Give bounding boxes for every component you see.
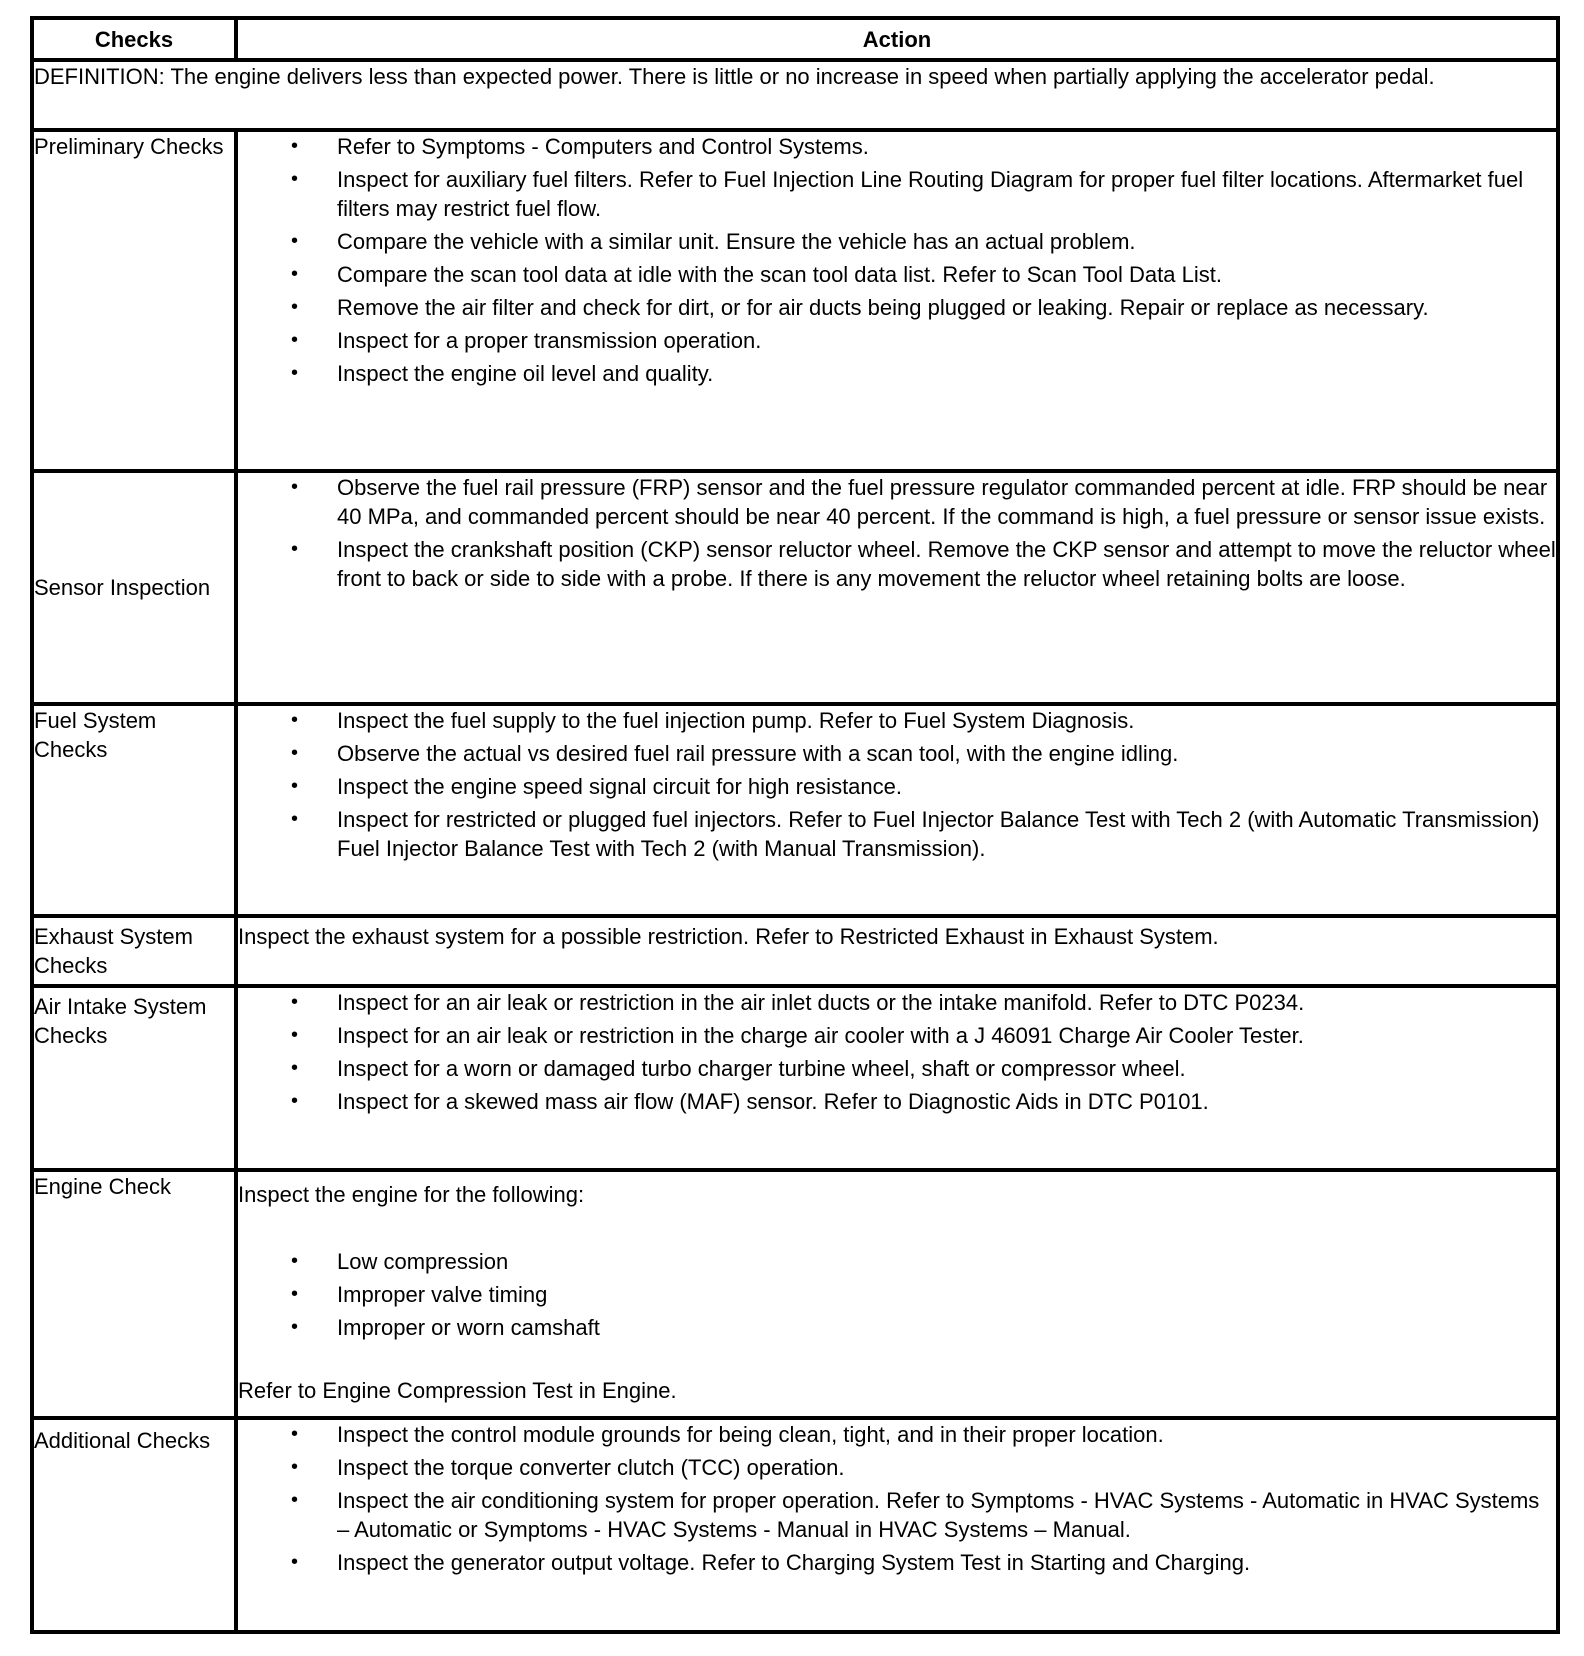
diagnostic-table [30, 16, 1560, 1634]
label-additional: Additional Checks [32, 1418, 236, 1632]
list-item-text: Low compression [337, 1249, 509, 1274]
list-item-text: Compare the scan tool data at idle with the scan tool data list. Refer to Scan Tool Data List. [337, 262, 1222, 287]
bullet-icon: • [291, 1283, 299, 1305]
definition-text: DEFINITION: The engine delivers less than expected power. There is little or no increase in speed when partially applying the accelerator pedal. [32, 60, 1558, 130]
list-item [238, 988, 1556, 1017]
list-item [238, 473, 1556, 531]
list-item-text: Remove the air filter and check for dirt, or for air ducts being plugged or leaking. Repair or replace as necessary. [337, 295, 1429, 320]
bullet-icon: • [291, 1090, 299, 1112]
diagnostic-table-container [30, 16, 1556, 1634]
list-item-text: Inspect for auxiliary fuel filters. Refer to Fuel Injection Line Routing Diagram for proper fuel filter locations. Aftermarket fuel filters may restrict fuel flow. [337, 167, 1524, 221]
list-item-text: Improper or worn camshaft [337, 1315, 600, 1340]
bullet-icon: • [291, 168, 299, 190]
bullet-icon: • [291, 1250, 299, 1272]
list-item [238, 165, 1556, 223]
row-additional [32, 1418, 1558, 1632]
list-item [238, 260, 1556, 289]
list-item-text: Inspect for a skewed mass air flow (MAF) sensor. Refer to Diagnostic Aids in DTC P0101. [337, 1089, 1209, 1114]
header-row [32, 18, 1558, 60]
list-item-text: Observe the actual vs desired fuel rail pressure with a scan tool, with the engine idling. [337, 741, 1179, 766]
row-engine [32, 1170, 1558, 1418]
bullet-icon: • [291, 709, 299, 731]
label-fuel: Fuel System Checks [32, 704, 236, 916]
list-item-text: Inspect the engine speed signal circuit for high resistance. [337, 774, 902, 799]
list-item-text: Inspect for an air leak or restriction in the air inlet ducts or the intake manifold. Refer to DTC P0234. [337, 990, 1305, 1015]
list-item-text: Inspect the torque converter clutch (TCC) operation. [337, 1455, 845, 1480]
list-item [238, 805, 1556, 863]
action-preliminary [236, 130, 1558, 471]
bullet-icon: • [291, 1489, 299, 1511]
list-item [238, 739, 1556, 768]
row-preliminary [32, 130, 1558, 471]
bullet-icon: • [291, 1024, 299, 1046]
list-item-text: Inspect for a proper transmission operation. [337, 328, 762, 353]
list-item-text: Improper valve timing [337, 1282, 548, 1307]
bullet-icon: • [291, 329, 299, 351]
action-engine [236, 1170, 1558, 1418]
bullet-icon: • [291, 1456, 299, 1478]
row-fuel [32, 704, 1558, 916]
list-engine [238, 1247, 1556, 1342]
list-item-text: Inspect the air conditioning system for proper operation. Refer to Symptoms - HVAC Systems - Automatic in HVAC Systems – Automatic or Symptoms - HVAC Systems - Manual in HVAC Systems – Manual. [337, 1488, 1540, 1542]
list-item-text: Inspect the fuel supply to the fuel injection pump. Refer to Fuel System Diagnosis. [337, 708, 1135, 733]
list-fuel [238, 706, 1556, 863]
bullet-icon: • [291, 538, 299, 560]
list-air [238, 988, 1556, 1116]
list-item [238, 1313, 1556, 1342]
list-item [238, 1054, 1556, 1083]
list-item [238, 1486, 1556, 1544]
list-item-text: Inspect the engine oil level and quality. [337, 361, 714, 386]
definition-row [32, 60, 1558, 130]
list-item [238, 326, 1556, 355]
label-sensor: Sensor Inspection [32, 471, 236, 704]
list-additional [238, 1420, 1556, 1577]
list-item-text: Inspect the generator output voltage. Refer to Charging System Test in Starting and Charging. [337, 1550, 1251, 1575]
action-additional [236, 1418, 1558, 1632]
list-item [238, 1420, 1556, 1449]
list-item [238, 1021, 1556, 1050]
bullet-icon: • [291, 1423, 299, 1445]
bullet-icon: • [291, 1057, 299, 1079]
list-item-text: Refer to Symptoms - Computers and Control Systems. [337, 134, 869, 159]
action-sensor [236, 471, 1558, 704]
bullet-icon: • [291, 991, 299, 1013]
list-item-text: Inspect for an air leak or restriction in the charge air cooler with a J 46091 Charge Air Cooler Tester. [337, 1023, 1304, 1048]
bullet-icon: • [291, 135, 299, 157]
list-item-text: Compare the vehicle with a similar unit. Ensure the vehicle has an actual problem. [337, 229, 1136, 254]
label-exhaust: Exhaust System Checks [32, 916, 236, 986]
list-item [238, 359, 1556, 388]
row-exhaust [32, 916, 1558, 986]
bullet-icon: • [291, 808, 299, 830]
bullet-icon: • [291, 296, 299, 318]
action-air [236, 986, 1558, 1170]
list-item [238, 535, 1556, 593]
list-item [238, 293, 1556, 322]
action-exhaust: Inspect the exhaust system for a possible restriction. Refer to Restricted Exhaust in Exhaust System. [236, 916, 1558, 986]
bullet-icon: • [291, 263, 299, 285]
bullet-icon: • [291, 476, 299, 498]
label-preliminary: Preliminary Checks [32, 130, 236, 471]
header-action: Action [236, 18, 1558, 60]
label-engine: Engine Check [32, 1170, 236, 1418]
bullet-icon: • [291, 742, 299, 764]
label-air: Air Intake System Checks [32, 986, 236, 1170]
row-air [32, 986, 1558, 1170]
engine-outro: Refer to Engine Compression Test in Engine. [238, 1378, 677, 1403]
list-item [238, 1548, 1556, 1577]
list-item-text: Inspect the control module grounds for being clean, tight, and in their proper location. [337, 1422, 1164, 1447]
list-item [238, 227, 1556, 256]
bullet-icon: • [291, 230, 299, 252]
bullet-icon: • [291, 1551, 299, 1573]
list-preliminary [238, 132, 1556, 388]
list-item [238, 772, 1556, 801]
engine-intro: Inspect the engine for the following: [238, 1182, 585, 1207]
list-item-text: Inspect the crankshaft position (CKP) sensor reluctor wheel. Remove the CKP sensor and attempt to move the reluctor wheel front to back or side to side with a probe. If there is any movement the reluctor wheel retaining bolts are loose. [337, 537, 1556, 591]
list-item [238, 1087, 1556, 1116]
list-item [238, 706, 1556, 735]
list-item-text: Inspect for restricted or plugged fuel injectors. Refer to Fuel Injector Balance Test with Tech 2 (with Automatic Transmission) Fuel Injector Balance Test with Tech 2 (with Manual Transmission). [337, 807, 1540, 861]
action-fuel [236, 704, 1558, 916]
list-item-text: Observe the fuel rail pressure (FRP) sensor and the fuel pressure regulator commanded percent at idle. FRP should be near 40 MPa, and commanded percent should be near 40 percent. If the command is high, a fuel pressure or sensor issue exists. [337, 475, 1548, 529]
list-item [238, 132, 1556, 161]
row-sensor [32, 471, 1558, 704]
header-checks: Checks [32, 18, 236, 60]
list-item-text: Inspect for a worn or damaged turbo charger turbine wheel, shaft or compressor wheel. [337, 1056, 1186, 1081]
list-item [238, 1280, 1556, 1309]
bullet-icon: • [291, 775, 299, 797]
bullet-icon: • [291, 362, 299, 384]
list-sensor [238, 473, 1556, 593]
list-item [238, 1453, 1556, 1482]
bullet-icon: • [291, 1316, 299, 1338]
list-item [238, 1247, 1556, 1276]
